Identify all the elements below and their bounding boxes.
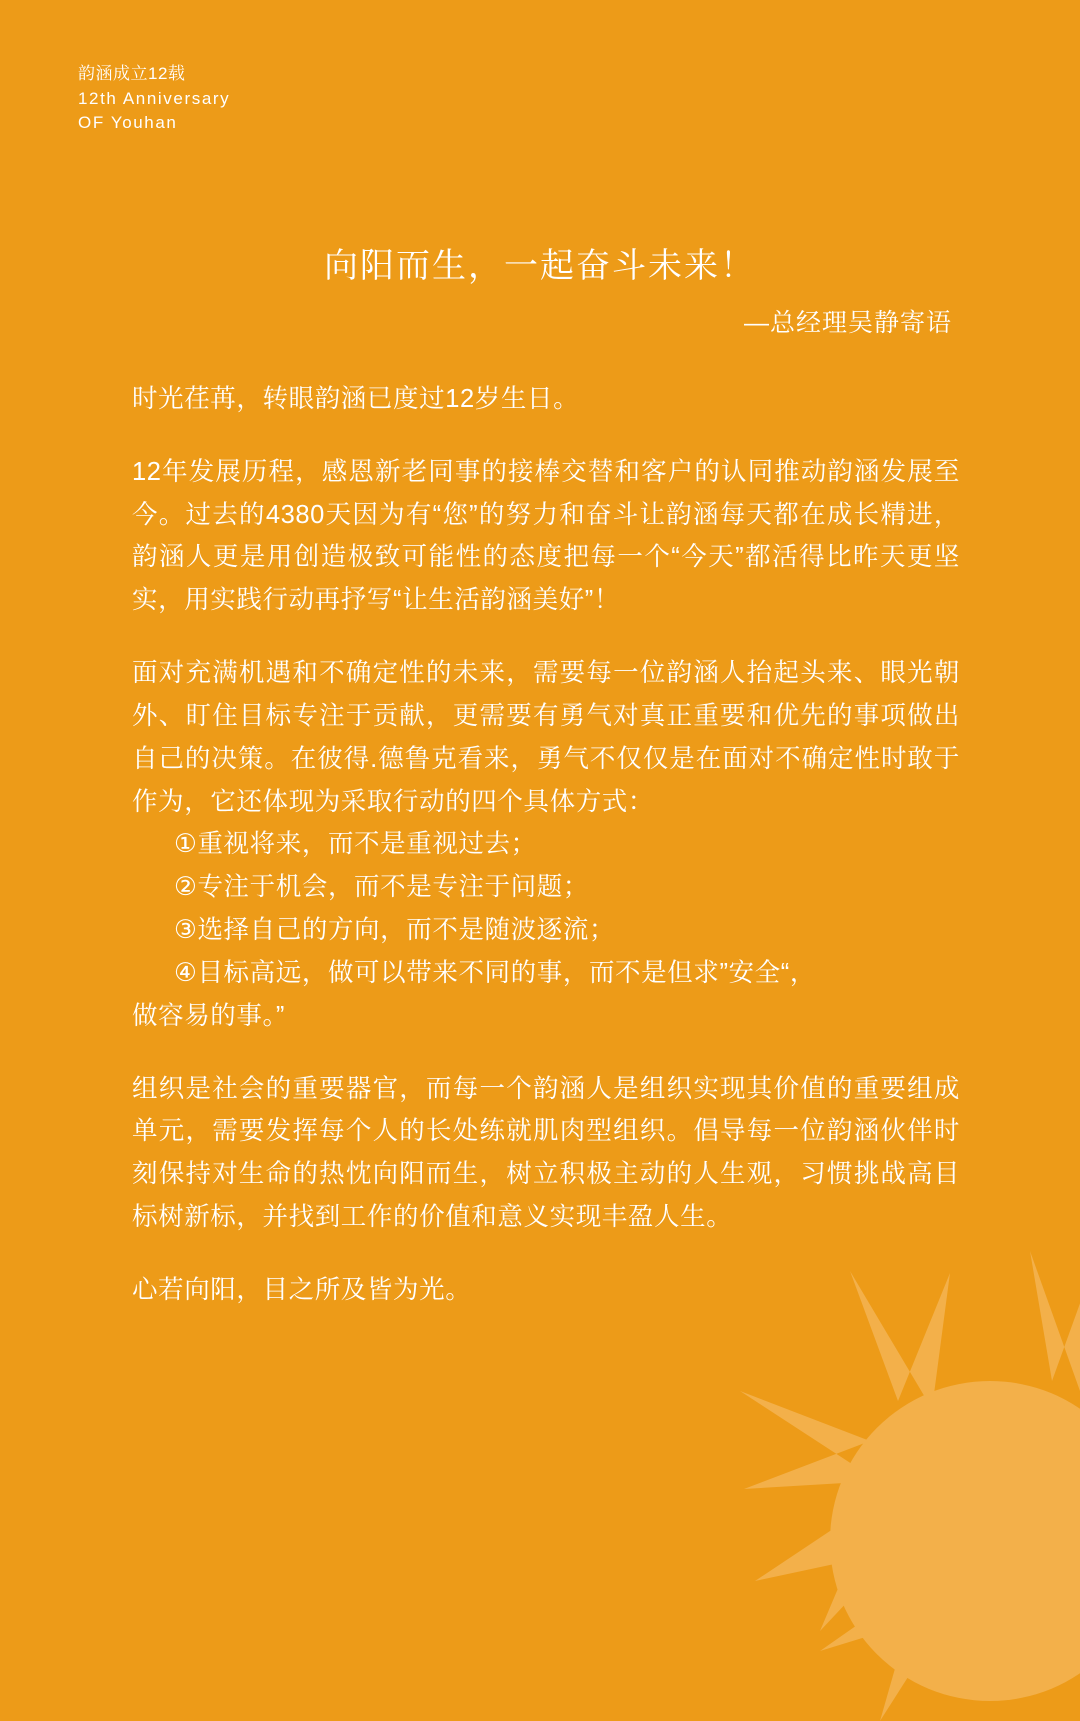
sun-decoration	[700, 1251, 1080, 1721]
paragraph-3: 面对充满机遇和不确定性的未来，需要每一位韵涵人抬起头来、眼光朝外、盯住目标专注于贡献，更需要有勇气对真正重要和优先的事项做出自己的决策。在彼得.德鲁克看来，勇气不仅仅是在面对不确定性时敢于作为，它还体现为采取行动的四个具体方式：	[132, 659, 960, 816]
page-title: 向阳而生，一起奋斗未来！	[324, 247, 756, 285]
header-line-en-2: OF Youhan	[78, 113, 178, 133]
paragraph-1: 时光荏苒，转眼韵涵已度过12岁生日。	[132, 385, 580, 413]
paragraph-4: 组织是社会的重要器官，而每一个韵涵人是组织实现其价值的重要组成单元，需要发挥每个人的长处练就肌肉型组织。倡导每一位韵涵伙伴时刻保持对生命的热忱向阳而生，树立积极主动的人生观，习惯挑战高目标树新标，并找到工作的价值和意义实现丰盈人生。	[132, 1074, 960, 1232]
list-item: ①重视将来，而不是重视过去；	[174, 830, 537, 859]
anniversary-header	[78, 62, 230, 136]
title-attribution: —总经理吴静寄语	[743, 309, 952, 337]
list-item: ③选择自己的方向，而不是随波逐流；	[174, 916, 616, 945]
list-item-continuation: 做容易的事。”	[132, 1001, 285, 1030]
letter-body	[132, 378, 960, 1312]
list-item: ④目标高远，做可以带来不同的事，而不是但求”安全“，	[174, 958, 816, 987]
paragraph-5: 心若向阳，目之所及皆为光。	[132, 1275, 472, 1304]
header-line-en-1: 12th Anniversary	[78, 88, 231, 108]
paragraph-2: 12年发展历程，感恩新老同事的接棒交替和客户的认同推动韵涵发展至今。过去的4380天因为有“您”的努力和奋斗让韵涵每天都在成长精进，韵涵人更是用创造极致可能性的态度把每一个“今天”都活得比昨天更坚实，用实践行动再抒写“让生活韵涵美好”！	[132, 457, 960, 615]
sun-icon	[700, 1251, 1080, 1721]
title-block	[0, 238, 1080, 339]
header-line-cn: 韵涵成立12载	[78, 64, 186, 83]
list-item: ②专注于机会，而不是专注于问题；	[174, 873, 589, 902]
